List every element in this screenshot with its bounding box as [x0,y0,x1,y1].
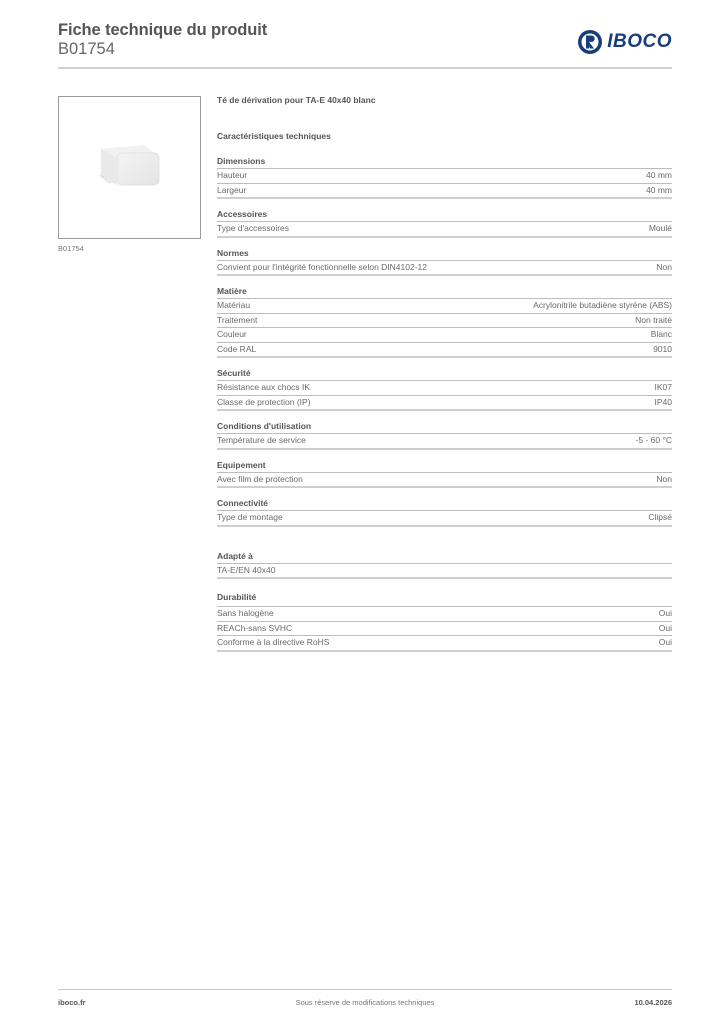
spec-label: REACh-sans SVHC [217,622,293,633]
spec-label: Matériau [217,300,251,310]
spec-value: Oui [658,622,672,633]
spec-label: Classe de protection (IP) [217,396,311,407]
section-title: Durabilité [217,590,672,607]
spec-row [217,607,672,622]
spec-value: IK07 [654,382,672,392]
section-matiere [217,285,672,358]
spec-row [217,169,672,184]
section-accessoires [217,208,672,238]
spec-row [217,299,672,314]
spec-value: IP40 [654,396,672,407]
section-equipement [217,459,672,489]
section-normes [217,247,672,277]
spec-row [217,381,672,396]
spec-label: Avec film de protection [217,473,303,484]
section-conditions-utilisation [217,420,672,450]
iboco-logo-icon [577,29,603,55]
logo-text: IBOCO [607,31,672,52]
page-header [58,20,672,70]
section-title: Matière [217,285,672,299]
section-title: Normes [217,247,672,261]
spec-value: Blanc [650,329,672,339]
spec-value: 40 mm [646,170,672,180]
spec-label: Hauteur [217,170,248,180]
spec-row [217,343,672,359]
spec-row [217,622,672,637]
product-image [58,96,201,239]
spec-label: Température de service [217,435,306,445]
spec-value: 9010 [653,343,672,354]
footer-divider [58,989,672,990]
spec-content [217,93,672,652]
spec-value: Oui [658,608,672,618]
spec-label: Code RAL [217,343,257,354]
section-title: Equipement [217,459,672,473]
spec-value: Oui [658,637,672,647]
spec-label: Type d'accessoires [217,223,290,233]
footer-date: 10.04.2026 [634,998,672,1007]
header-divider [58,67,672,69]
spec-label: Type de montage [217,512,283,522]
spec-row [217,222,672,238]
spec-row [217,396,672,412]
section-connectivite [217,497,672,527]
section-title: Dimensions [217,155,672,169]
section-title: Conditions d'utilisation [217,420,672,434]
brand-logo [577,29,672,55]
section-dimensions [217,155,672,199]
spec-row [217,434,672,450]
image-caption: B01754 [58,244,84,253]
spec-row [217,261,672,277]
section-title: Connectivité [217,497,672,511]
footer-website[interactable]: iboco.fr [58,998,86,1007]
spec-row [217,511,672,527]
spec-value: Non [656,261,672,272]
spec-value: Non traité [635,314,672,325]
spec-row [217,328,672,343]
spec-label: Largeur [217,184,247,195]
spec-label: Résistance aux chocs IK [217,382,311,392]
section-securite [217,367,672,411]
spec-value: Non [656,473,672,484]
spec-value: 40 mm [646,184,672,195]
section-title: Sécurité [217,367,672,381]
spec-row [217,636,672,652]
spec-label: Sans halogène [217,608,274,618]
spec-label: Conforme à la directive RoHS [217,637,330,647]
spec-value: Moulé [648,223,672,233]
characteristics-title: Caractéristiques techniques [217,131,331,141]
product-name: Té de dérivation pour TA-E 40x40 blanc [217,95,376,105]
footer-disclaimer: Sous réserve de modifications techniques [295,998,435,1007]
spec-row [217,473,672,489]
section-title: Accessoires [217,208,672,222]
spec-value: -5 - 60 °C [635,435,672,445]
section-title: Adapté à [217,550,672,564]
section-adapte-a [217,550,672,580]
spec-value: Acrylonitrile butadiène styrène (ABS) [533,300,672,310]
spec-row [217,184,672,200]
document-title: Fiche technique du produit [58,21,268,39]
spec-row [217,314,672,329]
section-durabilite [217,590,672,652]
spec-row [217,564,672,580]
spec-label: TA-E/EN 40x40 [217,564,276,575]
spec-label: Traitement [217,314,258,325]
spec-label: Convient pour l'intégrité fonctionnelle selon DIN4102-12 [217,261,428,272]
product-photo-icon [59,97,200,238]
spec-label: Couleur [217,329,247,339]
product-code: B01754 [58,40,115,58]
spec-value: Clipsé [648,512,672,522]
